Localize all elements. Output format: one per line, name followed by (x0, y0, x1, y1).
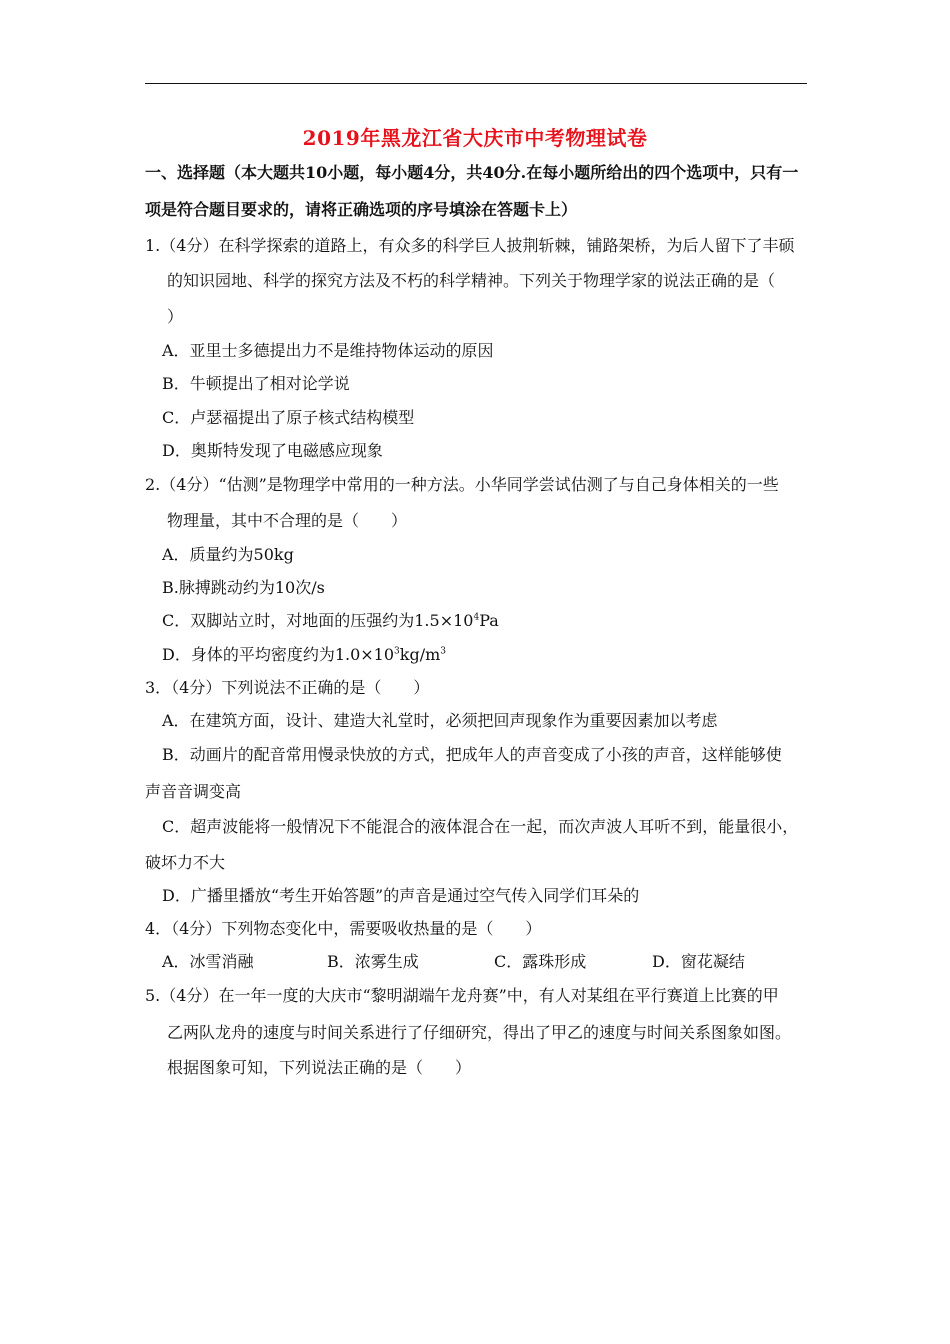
q3-option-d: D．广播里播放“考生开始答题”的声音是通过空气传入同学们耳朵的 (162, 886, 640, 905)
q2-option-d-unit-exponent: 3 (440, 646, 447, 657)
q2-option-c-unit: Pa (479, 611, 499, 630)
q2-option-c-text: C．双脚站立时，对地面的压强约为1.5×10 (162, 611, 474, 630)
q2-option-d-exponent: 3 (394, 646, 400, 657)
q3-option-c-line1: C．超声波能将一般情况下不能混合的液体混合在一起，而次声波人耳听不到，能量很小， (162, 817, 799, 836)
q3-stem: 3．（4分）下列说法不正确的是（ ） (145, 678, 430, 697)
q4-option-b: B．浓雾生成 (327, 952, 419, 971)
q2-option-b: B.脉搏跳动约为10次/s (162, 578, 325, 597)
q1-option-a: A．亚里士多德提出力不是维持物体运动的原因 (162, 341, 494, 360)
q1-option-d: D．奥斯特发现了电磁感应现象 (162, 441, 383, 460)
exam-title: 2019年黑龙江省大庆市中考物理试卷 (302, 126, 648, 150)
q5-stem-line1: 5.（4分）在一年一度的大庆市“黎明湖端午龙舟赛”中，有人对某组在平行赛道上比赛的甲 (145, 986, 779, 1005)
q5-stem-line3: 根据图象可知，下列说法正确的是（ ） (167, 1058, 472, 1077)
q2-stem-line2: 物理量，其中不合理的是（ ） (167, 511, 408, 530)
q4-option-a: A．冰雪消融 (162, 952, 254, 971)
q3-option-a: A．在建筑方面，设计、建造大礼堂时，必须把回声现象作为重要因素加以考虑 (162, 711, 718, 730)
q2-option-d (162, 645, 446, 665)
q1-option-c: C．卢瑟福提出了原子核式结构模型 (162, 408, 415, 427)
q2-option-c (162, 611, 499, 631)
section-heading-line1: 一、选择题（本大题共10小题，每小题4分，共40分.在每小题所给出的四个选项中，只有一 (145, 163, 799, 182)
q2-stem-line1: 2.（4分）“估测”是物理学中常用的一种方法。小华同学尝试估测了与自己身体相关的一些 (145, 475, 779, 494)
q2-option-d-text: D．身体的平均密度约为1.0×10 (162, 645, 395, 664)
q2-option-a: A．质量约为50kg (162, 545, 294, 564)
header-rule (145, 83, 807, 84)
q3-option-b-line1: B．动画片的配音常用慢录快放的方式，把成年人的声音变成了小孩的声音，这样能够使 (162, 745, 782, 764)
q1-option-b: B．牛顿提出了相对论学说 (162, 374, 350, 393)
q1-stem-line3: ） (167, 307, 184, 326)
q4-option-d: D．窗花凝结 (652, 952, 745, 971)
q2-option-c-exponent: 4 (473, 612, 480, 623)
q1-stem-line1: 1.（4分）在科学探索的道路上，有众多的科学巨人披荆斩棘，铺路架桥，为后人留下了丰硕 (145, 236, 795, 255)
q3-option-b-line2: 声音音调变高 (145, 782, 242, 801)
q1-stem-line2: 的知识园地、科学的探究方法及不朽的科学精神。下列关于物理学家的说法正确的是（ (167, 271, 776, 290)
q4-option-c: C．露珠形成 (494, 952, 587, 971)
section-heading-line2: 项是符合题目要求的，请将正确选项的序号填涂在答题卡上） (145, 200, 578, 219)
q3-option-c-line2: 破坏力不大 (145, 853, 226, 872)
q4-stem: 4．（4分）下列物态变化中，需要吸收热量的是（ ） (145, 919, 542, 938)
q2-option-d-unit: kg/m (399, 645, 441, 664)
q5-stem-line2: 乙两队龙舟的速度与时间关系进行了仔细研究，得出了甲乙的速度与时间关系图象如图。 (167, 1023, 792, 1042)
